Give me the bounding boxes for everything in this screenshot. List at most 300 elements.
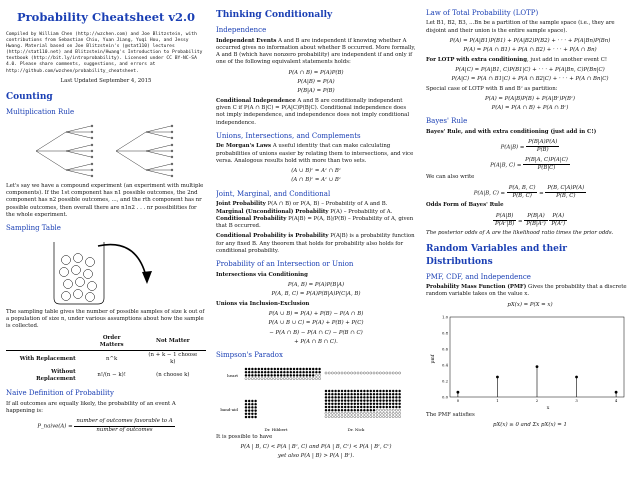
simpson-dot [277, 367, 279, 369]
simpson-dot [312, 374, 314, 376]
lotp-extra-eq: P(A|C) = P(A|B1, C)P(B1|C) + · · · + P(A|Bn, C)P(Bn|C) [455, 66, 605, 73]
table-header: Not Matter [140, 334, 206, 351]
simpson-dot [315, 377, 317, 379]
simpson-dot [261, 367, 263, 369]
simpson-dot [354, 371, 356, 373]
simpson-dot [363, 412, 365, 414]
simpson-dot [293, 377, 295, 379]
simpson-dot [338, 399, 340, 401]
simpson-dot [351, 402, 353, 404]
simpson-dot [248, 409, 250, 411]
simpson-dot [248, 415, 250, 417]
simpson-dot [395, 389, 397, 391]
inclusion-exclusion-term: Unions via Inclusion-Exclusion [216, 300, 310, 307]
subsection-bayes: Bayes' Rule [426, 117, 468, 126]
inter-eq: P(A, B) = P(A)P(B|A) [287, 282, 345, 289]
pmf-term: Probability Mass Function (PMF) [426, 284, 527, 291]
pmf-xtick-label: 3 [575, 398, 578, 404]
naive-lhs: P_naive(A) = [37, 423, 73, 430]
simpson-dot [296, 367, 298, 369]
simpson-dot [331, 415, 333, 417]
odds-d1: P(Aᶜ|B) [494, 220, 515, 227]
lotp-extra-paragraph [426, 57, 634, 64]
simpson-dot [351, 389, 353, 391]
simpson-dot [251, 399, 253, 401]
simpson-dot [373, 371, 375, 373]
bayes-eq3-fraction-2 [545, 185, 586, 201]
lotp-special-eq: P(A) = P(A|B)P(B) + P(A|Bᶜ)P(Bᶜ) [484, 95, 575, 102]
simpson-dot [383, 399, 385, 401]
simpson-dot [367, 409, 369, 411]
simpson-eq: P(A | B, C) < P(A | Bᶜ, C) and P(A | B, Cᶜ) < P(A | Bᶜ, Cᶜ) [240, 443, 392, 450]
lotp-eq: P(A) = P(A ∩ B1) + P(A ∩ B2) + · · · + P(A ∩ Bn) [463, 47, 597, 54]
simpson-dot [347, 389, 349, 391]
odds-n3: P(A) [549, 213, 567, 221]
simpson-dot [395, 393, 397, 395]
simpson-dot [280, 377, 282, 379]
simpson-dot [373, 393, 375, 395]
simpson-dot [248, 399, 250, 401]
simpson-dot [395, 405, 397, 407]
simpson-dot [261, 377, 263, 379]
indep-eq: P(A|B) = P(A) [297, 79, 335, 86]
simpson-dot [277, 377, 279, 379]
simpson-dot [351, 412, 353, 414]
simpson-dot [296, 374, 298, 376]
simpson-dot [309, 367, 311, 369]
joint-term: Joint Probability [216, 201, 266, 208]
bayes-eq2-lhs: P(A|B, C) = [490, 162, 522, 169]
simpson-dot [395, 371, 397, 373]
simpson-dot [347, 415, 349, 417]
simpson-dot [245, 399, 247, 401]
simpson-dot [386, 399, 388, 401]
simpson-dot [245, 406, 247, 408]
simpson-dot [306, 377, 308, 379]
simpson-dot [335, 393, 337, 395]
simpson-dot [325, 399, 327, 401]
subsection-unions: Unions, Intersections, and Complements [216, 131, 361, 140]
simpson-dot [354, 402, 356, 404]
simpson-dot [392, 396, 394, 398]
independent-events-term: Independent Events [216, 37, 277, 44]
simpson-dot [344, 409, 346, 411]
simpson-dot [258, 367, 260, 369]
simpson-dot [389, 402, 391, 404]
odds-d3: P(Aᶜ) [551, 220, 566, 227]
simpson-dot [251, 409, 253, 411]
simpson-dot [351, 396, 353, 398]
simpson-dot [363, 399, 365, 401]
simpson-dot [370, 371, 372, 373]
simpson-dot [357, 371, 359, 373]
simpson-dot [261, 374, 263, 376]
simpson-dot [395, 402, 397, 404]
simpson-dot [299, 374, 301, 376]
simpson-dot [347, 402, 349, 404]
simpson-dot [287, 377, 289, 379]
simpson-label-nick: Dr. Nick [347, 426, 365, 432]
incl-eq: P(A ∪ B ∪ C) = P(A) + P(B) + P(C) [268, 320, 364, 327]
simpson-dot [245, 374, 247, 376]
last-updated: Last Updated September 4, 2015 [60, 77, 152, 84]
simpson-dot [325, 415, 327, 417]
simpson-dot [360, 402, 362, 404]
simpson-dot [389, 405, 391, 407]
simpson-dot [338, 389, 340, 391]
simpson-dot [255, 374, 257, 376]
simpson-dot [357, 409, 359, 411]
simpson-dot [251, 406, 253, 408]
subsection-simpsons-paradox: Simpson's Paradox [216, 351, 283, 360]
cond-is-prob-term: Conditional Probability is Probability [216, 233, 329, 240]
simpson-dot [386, 415, 388, 417]
simpson-dot [251, 367, 253, 369]
simpson-dot [299, 371, 301, 373]
pmf-ytick-label: 0.0 [441, 394, 448, 400]
section-counting: Counting [6, 92, 53, 103]
simpson-dot [383, 405, 385, 407]
simpson-dot [255, 403, 257, 405]
simpson-dot [379, 399, 381, 401]
section-random-variables: Random Variables and their Distributions [426, 244, 568, 267]
cond-indep-term: Conditional Independence [216, 97, 296, 104]
simpson-dot [360, 389, 362, 391]
simpson-label-heart: heart [227, 372, 238, 378]
independence-paragraph [216, 38, 416, 67]
simpson-dot [383, 415, 385, 417]
simpson-dot [367, 415, 369, 417]
simpson-dot [357, 389, 359, 391]
simpson-dot [347, 371, 349, 373]
simpson-dot [351, 415, 353, 417]
simpson-dot [389, 389, 391, 391]
subsection-lotp: Law of Total Probability (LOTP) [426, 9, 539, 17]
simpson-dot [261, 371, 263, 373]
joint-text: P(A ∩ B) or P(A, B) – Probability of A and B. [267, 201, 388, 208]
simpson-dot [360, 412, 362, 414]
simpson-dot [245, 371, 247, 373]
pmf-point [575, 376, 578, 379]
simpson-dot [335, 399, 337, 401]
simpson-dot [248, 371, 250, 373]
simpson-dot [354, 399, 356, 401]
simpson-dot [290, 371, 292, 373]
simpson-dot [351, 409, 353, 411]
sampling-jar-diagram [6, 236, 206, 308]
simpson-dot [373, 396, 375, 398]
sampling-text: The sampling table gives the number of possible samples of size k out of a population of size n, under various assumptions about how the sample is collected. [6, 308, 205, 330]
subsection-naive-definition: Naive Definition of Probability [6, 389, 114, 398]
simpson-dot [344, 396, 346, 398]
simpson-dot [325, 393, 327, 395]
simpson-dot [341, 405, 343, 407]
naive-denominator: number of outcomes [96, 426, 153, 433]
simpson-dot [383, 402, 385, 404]
pmf-ytick-label: 0.6 [441, 346, 448, 352]
simpson-dot [376, 405, 378, 407]
simpson-dot [373, 412, 375, 414]
simpson-dot [251, 371, 253, 373]
bayes-eq2-num: P(B|A, C)P(A|C) [523, 157, 570, 165]
simpson-dot [383, 409, 385, 411]
simpson-dot [267, 377, 269, 379]
multiplication-text: Let's say we have a compound experiment (an experiment with multiple components). If the 1st component has n1 possible outcomes, the 2nd component has n2 possible outcomes, ..., and the rth component has nr possible outcomes, then overall there are n1n2 . . . nr possibilities for the whole experiment. [6, 182, 204, 218]
bayes-eq2-den: P(B|C) [537, 165, 556, 172]
simpson-dot [357, 415, 359, 417]
table-header [6, 334, 84, 351]
simpson-dot [290, 377, 292, 379]
simpson-dot [328, 405, 330, 407]
simpson-dot [341, 371, 343, 373]
simpson-dot [341, 402, 343, 404]
simpson-dot [271, 367, 273, 369]
simpson-dot [370, 389, 372, 391]
simpson-dot [392, 412, 394, 414]
simpson-dot [347, 396, 349, 398]
table-cell: (n choose k) [156, 372, 190, 379]
simpson-dot [325, 402, 327, 404]
marginal-text: P(A) – Probability of A. [330, 208, 393, 215]
simpson-dot [344, 393, 346, 395]
simpson-dot [370, 412, 372, 414]
demorgan-paragraph [216, 143, 416, 165]
simpson-dot [386, 371, 388, 373]
pmf-text: Gives the probability that a discrete random variable takes on the value x. [426, 284, 627, 298]
simpson-dot [271, 371, 273, 373]
simpson-dot [293, 374, 295, 376]
simpson-dot [357, 412, 359, 414]
demorgan-text: A useful identity that can make calculating probabilities of unions easier by relating them to intersections, and vice versa. Analogous results hold with more than two sets. [216, 143, 414, 164]
simpson-dot [299, 367, 301, 369]
simpson-dot [306, 367, 308, 369]
odds-fraction-3 [549, 213, 567, 229]
simpson-dot [319, 371, 321, 373]
simpson-dot [338, 402, 340, 404]
simpson-dot [370, 415, 372, 417]
simpson-dot [383, 371, 385, 373]
simpson-dot [360, 396, 362, 398]
simpson-dot [264, 377, 266, 379]
pmf-ytick-label: 1.0 [441, 314, 448, 320]
simpson-dot [360, 409, 362, 411]
simpson-dot [274, 377, 276, 379]
simpson-dot [331, 405, 333, 407]
simpson-dot [363, 389, 365, 391]
simpson-dot [373, 409, 375, 411]
pmf-point [536, 365, 539, 368]
simpson-dot [386, 389, 388, 391]
pmf-cond-eq: pX(x) ≥ 0 and Σx pX(x) = 1 [493, 422, 567, 429]
bayes-eq2 [426, 157, 634, 173]
simpson-dot [258, 371, 260, 373]
simpson-dot [379, 409, 381, 411]
simpson-dot [338, 393, 340, 395]
simpson-dot [312, 371, 314, 373]
subsection-intersection-union: Probability of an Intersection or Union [216, 260, 354, 269]
simpson-dot [267, 374, 269, 376]
simpson-dot [255, 371, 257, 373]
simpson-dot [392, 399, 394, 401]
simpson-dot [379, 415, 381, 417]
simpson-dot [325, 405, 327, 407]
simpson-dot [363, 402, 365, 404]
simpson-dot [312, 377, 314, 379]
simpson-dot [274, 374, 276, 376]
section-thinking-conditionally: Thinking Conditionally [216, 10, 333, 20]
joint-paragraph [216, 201, 416, 230]
simpson-dot [354, 415, 356, 417]
pmf-ytick-label: 0.4 [441, 362, 448, 368]
simpson-dot [331, 402, 333, 404]
bayes-eq1 [426, 139, 634, 155]
odds-d2: P(B|Aᶜ) [526, 220, 546, 227]
tree-diagram [6, 120, 206, 182]
simpson-dot [325, 396, 327, 398]
simpson-dot [370, 409, 372, 411]
simpson-dot [392, 389, 394, 391]
simpson-dot [351, 405, 353, 407]
intro-text: Compiled by William Chen (http://wzchen.com) and Joe Blitzstein, with contributions from Sebastian Chiu, Yuan Jiang, Yuqi Hou, and Jessy Hwang. Material based on Joe Blitzstein's (@stat110) lectures (http://stat110.net) and Blitzstein/Hwang's Introduction to Probability textbook (http://bit.ly/introprobability). Licensed under CC BY-NC-SA 4.0. Please share comments, suggestions, and errors at http://github.com/wzchen/probability_cheatsheet. [6, 31, 203, 74]
simpson-dot [306, 374, 308, 376]
simpson-dot [376, 393, 378, 395]
bayes-eq2-fraction [523, 157, 570, 173]
simpson-dot [277, 374, 279, 376]
simpson-dot [389, 412, 391, 414]
pmf-eq: pX(x) = P(X = x) [507, 301, 553, 308]
simpson-dot [383, 389, 385, 391]
simpson-dot [331, 396, 333, 398]
simpson-dot [376, 412, 378, 414]
column-3 [426, 6, 634, 483]
simpson-dot [303, 371, 305, 373]
simpson-dot [280, 367, 282, 369]
column-1 [6, 6, 206, 483]
simpson-dot [370, 396, 372, 398]
simpson-dot [367, 412, 369, 414]
simpson-dot [331, 409, 333, 411]
simpson-dot [245, 412, 247, 414]
simpson-dot [344, 412, 346, 414]
subsection-pmf: PMF, CDF, and Independence [426, 272, 531, 281]
pmf-point [496, 376, 499, 379]
bayes-term: Bayes' Rule, and with extra conditioning (just add in C!) [426, 128, 597, 135]
simpson-dot [287, 374, 289, 376]
lotp-special-text: Special case of LOTP with B and Bᶜ as partition: [426, 85, 558, 92]
simpson-dot [255, 406, 257, 408]
simpson-dot [392, 371, 394, 373]
simpson-dot [367, 405, 369, 407]
simpson-dot [376, 402, 378, 404]
row-label: Without Replacement [36, 368, 76, 382]
simpson-dot [379, 371, 381, 373]
table-row [6, 351, 206, 368]
simpson-dot [379, 396, 381, 398]
simpson-dot [386, 412, 388, 414]
cond-is-prob-paragraph [216, 233, 416, 255]
simpson-dot [248, 377, 250, 379]
simpson-dot [251, 377, 253, 379]
simpson-dot [399, 399, 401, 401]
simpson-dot [363, 409, 365, 411]
lotp-text: Let B1, B2, B3, ...Bn be a partition of the sample space (i.e., they are disjoint and their union is the entire sample space). [426, 20, 615, 34]
simpson-dot [386, 405, 388, 407]
simpson-dot [255, 409, 257, 411]
simpson-dot [325, 412, 327, 414]
simpson-dot [389, 396, 391, 398]
simpson-dot [341, 396, 343, 398]
simpson-dot [399, 409, 401, 411]
simpson-dot [399, 396, 401, 398]
simpson-dot [360, 405, 362, 407]
simpson-dot [363, 396, 365, 398]
simpson-dot [392, 409, 394, 411]
simpson-dot [370, 402, 372, 404]
simpson-dot [386, 409, 388, 411]
pmf-chart [426, 311, 634, 411]
simpson-dot [399, 402, 401, 404]
simpson-dot [283, 377, 285, 379]
simpson-dot [379, 412, 381, 414]
simpson-dot [376, 371, 378, 373]
simpson-dot [315, 374, 317, 376]
simpson-dot [344, 415, 346, 417]
simpson-dot [303, 377, 305, 379]
simpson-dot [293, 367, 295, 369]
simpson-dot [392, 405, 394, 407]
simpson-dot [255, 377, 257, 379]
simpson-dot [360, 399, 362, 401]
simpson-dot [296, 371, 298, 373]
simpson-dot [245, 377, 247, 379]
simpson-dot [379, 405, 381, 407]
simpson-dot [354, 393, 356, 395]
simpson-dot [267, 367, 269, 369]
simpson-dot [264, 367, 266, 369]
simpson-dot [338, 405, 340, 407]
simpson-dot [325, 371, 327, 373]
bayes-eq1-fraction [526, 139, 559, 155]
simpson-dot [376, 399, 378, 401]
simpson-dot [338, 412, 340, 414]
independent-events-text: A and B are independent if knowing whether A occurred gives no information about whether B occurred. More formally, A and B (which have nonzero probability) are independent if and only if one of the following equivalent statements holds: [216, 37, 416, 66]
bayes-eq3-lhs: P(A|B, C) = [473, 189, 506, 196]
simpson-dot [328, 409, 330, 411]
simpson-dot [367, 389, 369, 391]
pmf-ytick-label: 0.8 [441, 330, 448, 336]
pmf-ylabel: pmf [431, 354, 436, 364]
simpson-dot [338, 396, 340, 398]
simpson-eq: yet also P(A | B) > P(A | Bᶜ). [277, 453, 355, 460]
simpson-dot [306, 371, 308, 373]
simpson-dot [376, 409, 378, 411]
simpson-dot [389, 415, 391, 417]
simpson-dot [395, 415, 397, 417]
simpson-dot [360, 415, 362, 417]
simpson-dot [328, 371, 330, 373]
simpson-dot [354, 405, 356, 407]
simpson-dot [335, 389, 337, 391]
simpson-dot [386, 396, 388, 398]
table-cell: n^k [105, 355, 118, 362]
pmf-xtick-label: 4 [614, 398, 618, 404]
cond-indep-text: A and B are conditionally independent given C if P(A ∩ B|C) = P(A|C)P(B|C). Conditional independence does not imply independence, and independence does not imply conditional independence. [216, 97, 410, 126]
demorgan-eq: (A ∩ B)ᶜ = Aᶜ ∪ Bᶜ [291, 177, 341, 184]
simpson-dot [251, 415, 253, 417]
inter-eq: P(A, B, C) = P(A)P(B|A)P(C|A, B) [271, 291, 361, 298]
simpson-dot [357, 405, 359, 407]
simpson-dot [331, 412, 333, 414]
